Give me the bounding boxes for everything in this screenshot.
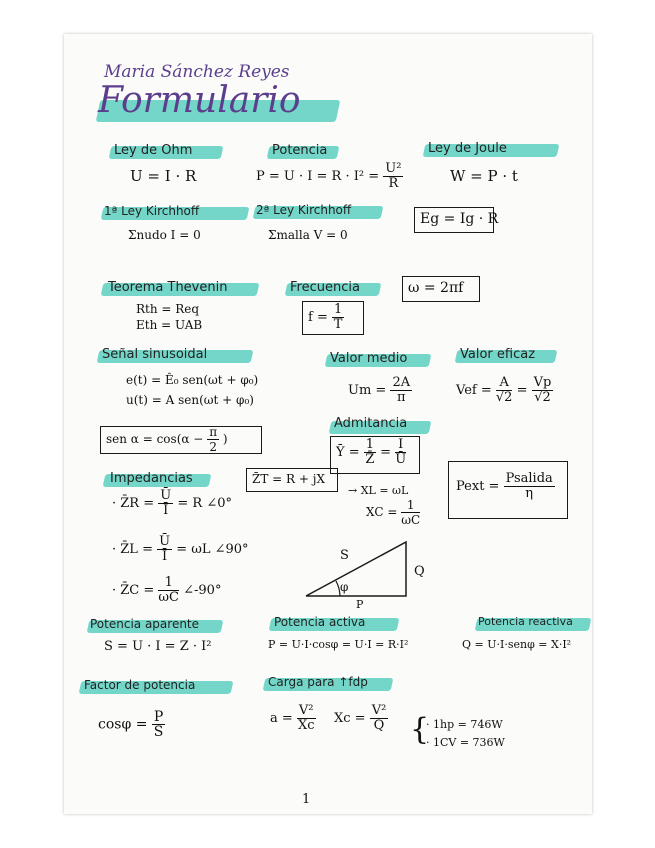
page-number: 1 <box>302 792 311 807</box>
zl-formula <box>112 535 249 564</box>
zc-rhs: ∠-90° <box>183 583 222 598</box>
ohm-formula: U = I · R <box>130 167 197 185</box>
zl-lhs: · Z̄L = <box>112 542 153 557</box>
zc-lhs: · Z̄C = <box>112 583 155 598</box>
fraction-numerator: Ū <box>160 488 172 503</box>
sen-cos-lhs: sen α = cos(α − <box>106 432 204 446</box>
equiv-cv: · 1CV = 736W <box>426 736 505 749</box>
admitancia-fraction-2 <box>395 438 406 467</box>
fraction-denominator: 2 <box>209 440 217 454</box>
omega-formula: ω = 2πf <box>408 280 464 296</box>
equiv-hp: · 1hp = 746W <box>426 718 503 731</box>
potencia-activa-formula: P = U·I·cosφ = U·I = R·I² <box>268 638 409 651</box>
impedancias-heading: Impedancias <box>110 471 193 486</box>
zr-lhs: · Z̄R = <box>112 496 155 511</box>
zt-formula: Z̄T = R + jX <box>252 472 326 486</box>
potencia-fraction <box>383 162 403 191</box>
triangle-label-phi: φ <box>340 580 349 594</box>
fraction-numerator: 1 <box>365 437 375 452</box>
kirchhoff1-heading: 1ª Ley Kirchhoff <box>104 204 200 218</box>
fraction-denominator: Ī <box>163 503 169 518</box>
triangle-label-s: S <box>340 548 349 563</box>
valor-medio-formula <box>348 376 412 405</box>
carga-xc-formula <box>334 704 388 733</box>
admitancia-equals: = <box>380 445 392 460</box>
thevenin-heading: Teorema Thevenin <box>108 280 228 295</box>
fraction-numerator: V² <box>298 703 314 718</box>
admitancia-formula <box>336 438 406 467</box>
fraction-numerator: U² <box>385 161 402 176</box>
potencia-activa-heading: Potencia activa <box>274 615 366 629</box>
author-name: Maria Sánchez Reyes <box>104 62 290 82</box>
joule-heading: Ley de Joule <box>428 141 507 156</box>
xc-lhs: XC = <box>366 505 398 519</box>
valor-medio-fraction <box>390 376 412 405</box>
admitancia-heading: Admitancia <box>334 416 408 431</box>
potencia-aparente-formula: S = U · I = Z · I² <box>104 639 212 654</box>
frecuencia-formula <box>308 303 344 332</box>
potencia-heading: Potencia <box>272 143 328 158</box>
fraction-denominator: ωC <box>158 590 179 605</box>
factor-potencia-heading: Factor de potencia <box>84 678 196 692</box>
eg-formula: Eg = Ig · R <box>420 211 499 227</box>
xl-formula: → XL = ωL <box>348 484 409 497</box>
fraction-numerator: A <box>496 376 513 391</box>
brace: { <box>410 712 430 747</box>
zl-fraction <box>157 535 172 564</box>
fraction-denominator: ωC <box>401 513 421 527</box>
fraction-denominator: Ū <box>395 452 407 467</box>
factor-potencia-fraction <box>152 710 165 739</box>
valor-medio-heading: Valor medio <box>330 351 408 366</box>
carga-fdp-heading: Carga para ↑fdp <box>268 675 368 689</box>
senal-heading: Señal sinusoidal <box>102 347 208 362</box>
valor-eficaz-lhs: Vef = <box>456 383 492 398</box>
pext-lhs: Pext = <box>456 479 500 494</box>
senal-line1: e(t) = Ê₀ sen(ωt + φ₀) <box>126 373 259 387</box>
pext-formula <box>456 472 555 501</box>
valor-eficaz-fraction-1 <box>496 376 513 405</box>
kirchhoff1-formula: Σnudo I = 0 <box>128 228 201 242</box>
valor-eficaz-formula <box>456 376 553 405</box>
zr-fraction <box>158 489 173 518</box>
fraction-numerator: Ī <box>395 438 406 453</box>
ohm-heading: Ley de Ohm <box>114 143 193 158</box>
fraction-numerator: 2A <box>392 375 411 390</box>
factor-potencia-lhs: cosφ = <box>98 716 148 733</box>
fraction-denominator: Ī <box>162 549 168 564</box>
zr-formula <box>112 489 232 518</box>
page-title: Formulario <box>98 80 301 121</box>
thevenin-line2: Eth = UAB <box>136 318 203 332</box>
zl-rhs: = ωL ∠90° <box>176 542 249 557</box>
factor-potencia-formula <box>98 710 165 739</box>
triangle-label-q: Q <box>414 564 425 579</box>
fraction-denominator: R <box>388 176 399 191</box>
fraction-denominator: η <box>525 486 534 501</box>
pext-fraction <box>504 472 555 501</box>
potencia-aparente-heading: Potencia aparente <box>90 617 200 631</box>
fraction-denominator: Xc <box>297 718 315 733</box>
xc-formula <box>366 498 420 527</box>
power-triangle <box>300 536 420 606</box>
fraction-denominator: √2 <box>534 390 551 405</box>
zc-formula <box>112 576 221 605</box>
fraction-denominator: Q <box>373 718 385 733</box>
valor-eficaz-heading: Valor eficaz <box>460 347 536 362</box>
triangle-label-p: P <box>356 598 364 611</box>
carga-xc-lhs: Xc = <box>334 711 366 726</box>
fraction-numerator: Vp <box>533 375 552 390</box>
fraction-numerator: V² <box>371 703 387 718</box>
frecuencia-fraction <box>332 303 344 332</box>
thevenin-line1: Rth = Req <box>136 302 200 316</box>
fraction-denominator: √2 <box>495 390 513 405</box>
potencia-formula <box>256 162 403 191</box>
fraction-denominator: T <box>333 317 343 332</box>
carga-a-lhs: a = <box>270 711 293 726</box>
potencia-reactiva-formula: Q = U·I·senφ = X·I² <box>462 638 572 651</box>
kirchhoff2-formula: Σmalla V = 0 <box>268 228 348 242</box>
joule-formula: W = P · t <box>450 167 518 185</box>
fraction-numerator: 1 <box>401 498 420 513</box>
xc-fraction <box>401 498 420 527</box>
valor-medio-lhs: Um = <box>348 383 387 398</box>
carga-a-formula <box>270 704 316 733</box>
sen-cos-fraction <box>207 425 219 454</box>
valor-eficaz-equals: = <box>516 383 528 398</box>
sen-cos-rhs: ) <box>222 432 228 446</box>
admitancia-lhs: Ȳ = <box>336 445 360 460</box>
carga-xc-fraction <box>370 704 389 733</box>
carga-a-fraction <box>297 704 316 733</box>
potencia-formula-left: P = U · I = R · I² = <box>256 169 380 184</box>
frecuencia-lhs: f = <box>308 310 328 325</box>
fraction-denominator: π <box>397 390 406 405</box>
valor-eficaz-fraction-2 <box>532 376 554 405</box>
sen-cos-formula <box>106 425 228 454</box>
zr-rhs: = R ∠0° <box>177 496 232 511</box>
senal-line2: u(t) = A sen(ωt + φ₀) <box>126 393 254 407</box>
frecuencia-heading: Frecuencia <box>290 280 360 295</box>
fraction-numerator: 1 <box>158 576 179 591</box>
fraction-denominator: S <box>153 724 164 740</box>
fraction-numerator: Ū <box>159 534 171 549</box>
fraction-numerator: P <box>153 709 164 725</box>
admitancia-fraction-1 <box>364 438 376 467</box>
fraction-numerator: Psalida <box>505 471 553 486</box>
fraction-denominator: Z̄ <box>365 452 375 467</box>
kirchhoff2-heading: 2ª Ley Kirchhoff <box>256 203 352 217</box>
fraction-numerator: π <box>209 425 218 439</box>
potencia-reactiva-heading: Potencia reactiva <box>478 615 573 628</box>
fraction-numerator: 1 <box>333 302 343 317</box>
zc-fraction <box>158 576 179 605</box>
